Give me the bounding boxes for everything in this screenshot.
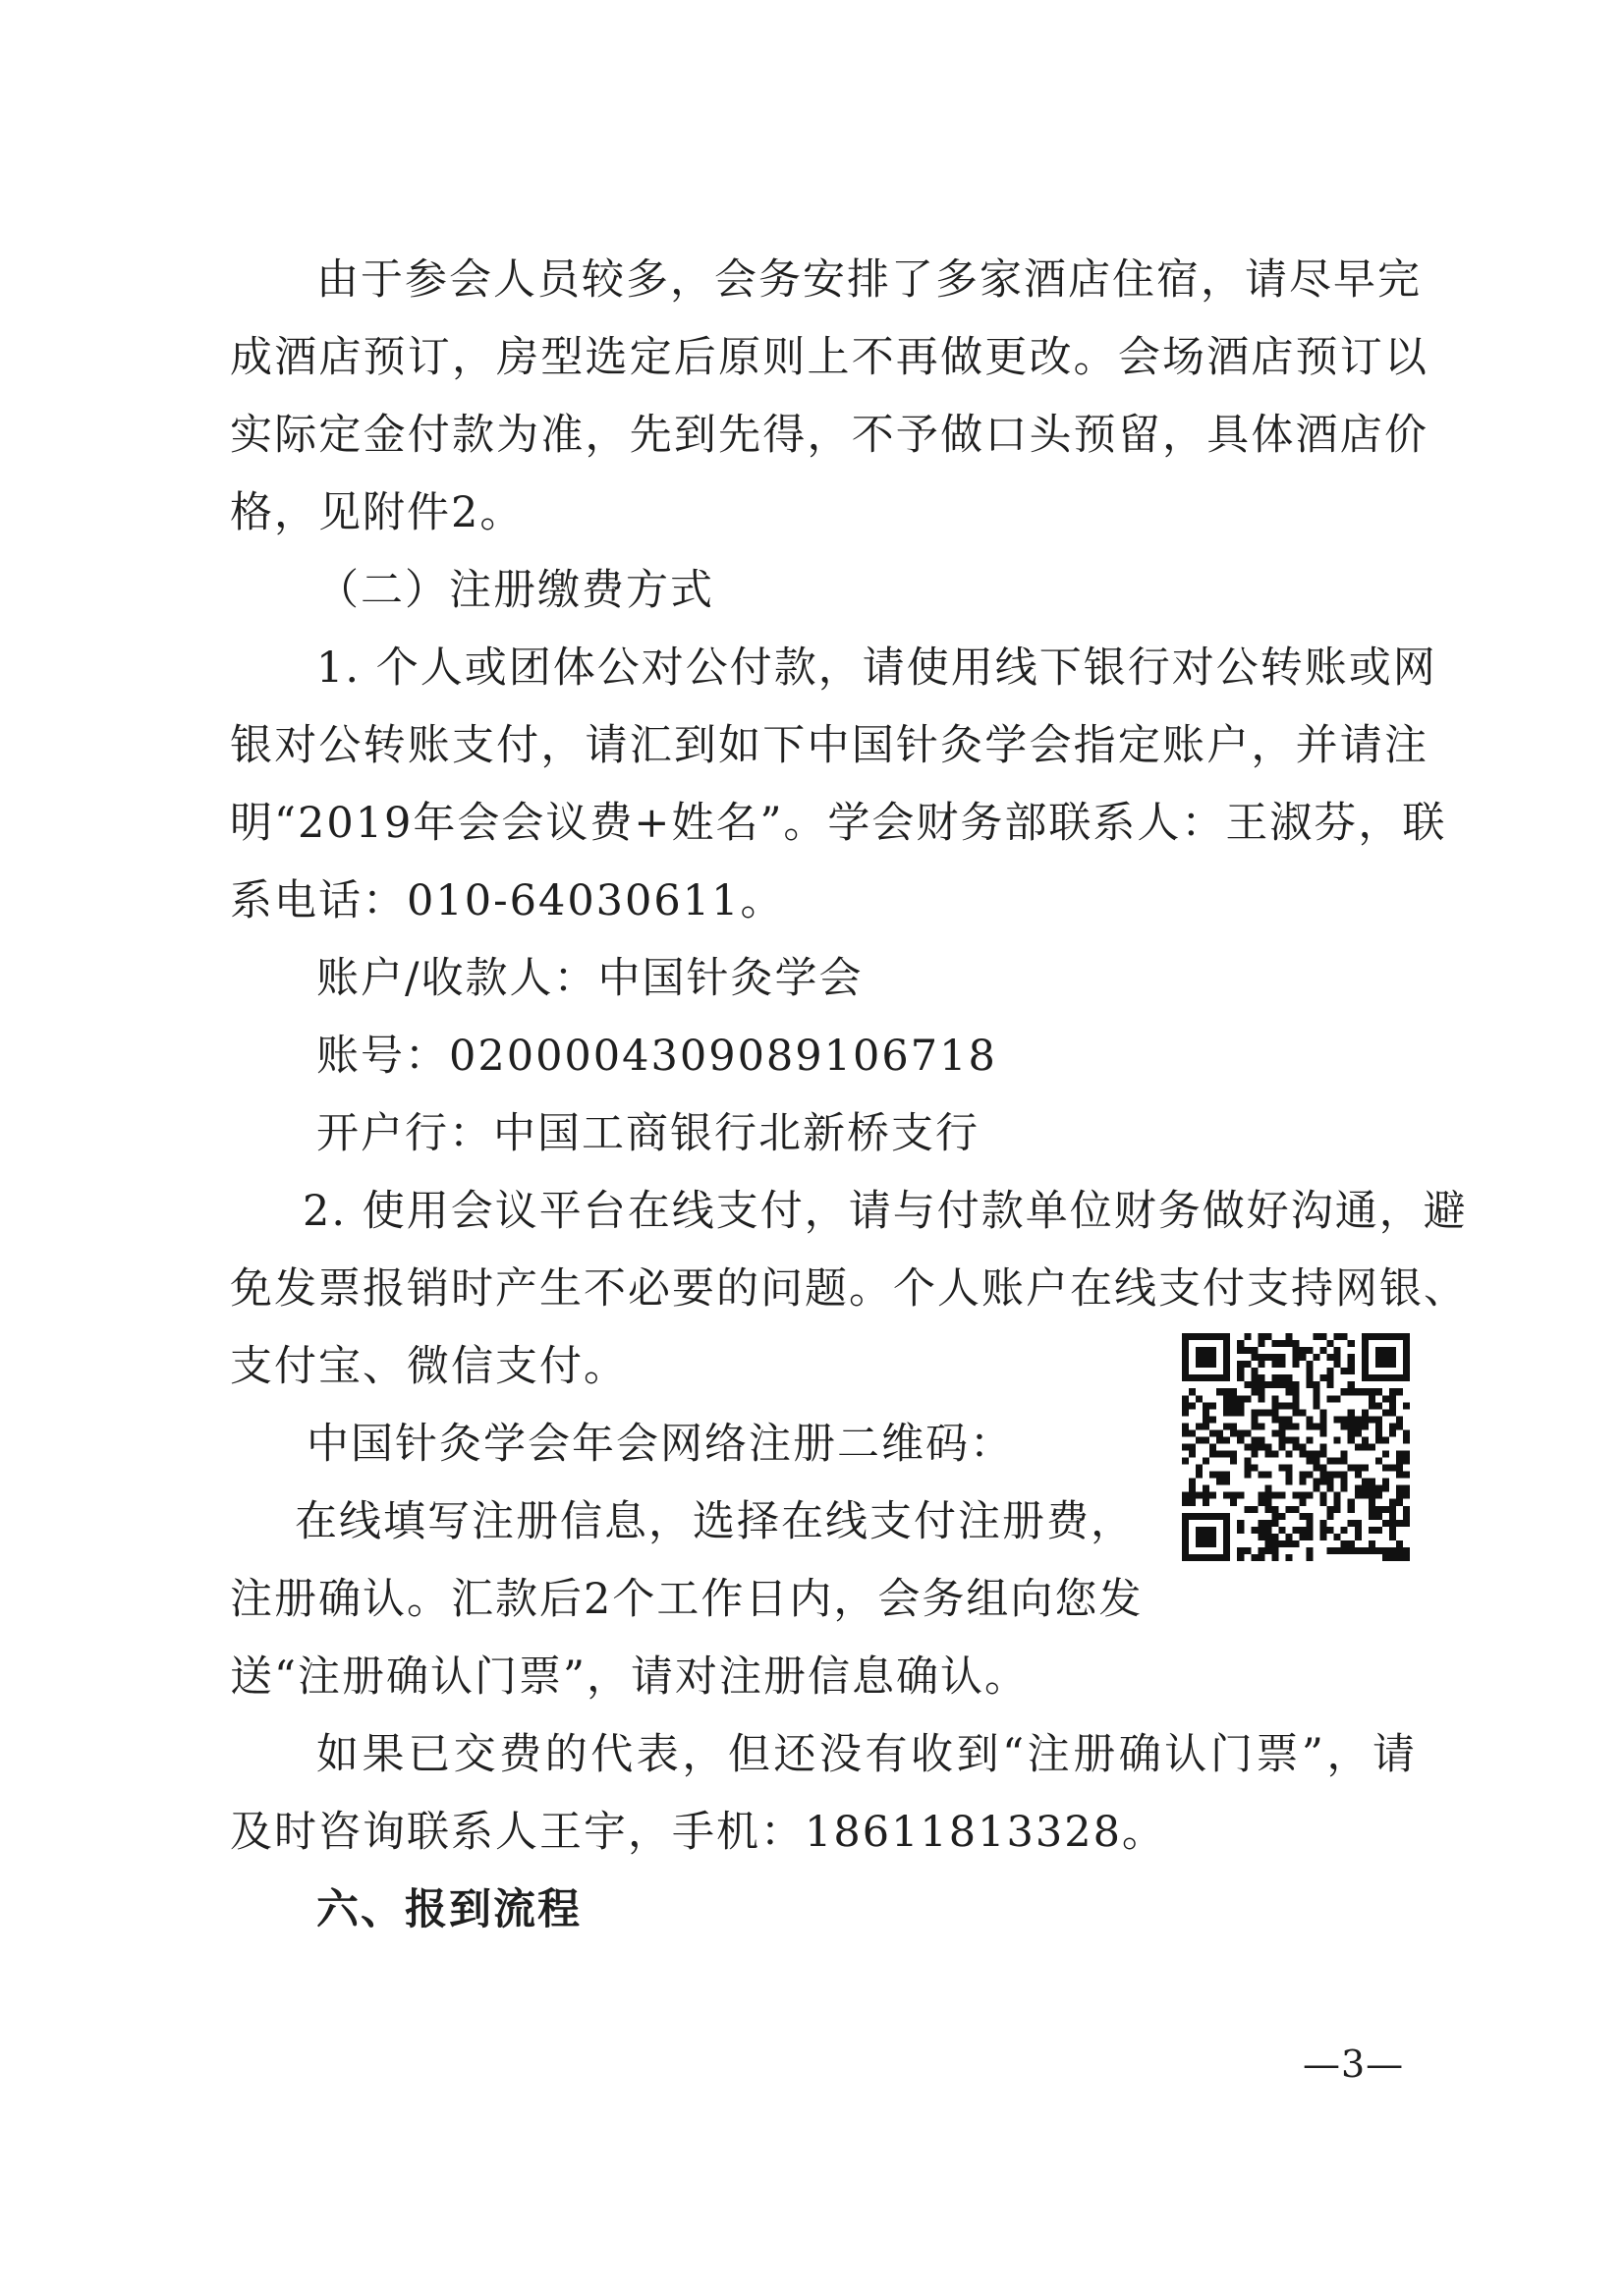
para2-line2: 银对公转账支付，请汇到如下中国针灸学会指定账户，并请注 bbox=[230, 721, 1428, 770]
para4-line3: 送“注册确认门票”，请对注册信息确认。 bbox=[230, 1652, 1029, 1702]
para4-line2: 注册确认。汇款后2个工作日内，会务组向您发 bbox=[230, 1575, 1144, 1624]
para4-line1: 在线填写注册信息，选择在线支付注册费， bbox=[295, 1497, 1135, 1546]
para5-line2: 及时咨询联系人王宇，手机：18611813328。 bbox=[230, 1808, 1166, 1857]
para3-line1: 2. 使用会议平台在线支付，请与付款单位财务做好沟通，避 bbox=[303, 1187, 1468, 1236]
qr-caption: 中国针灸学会年会网络注册二维码： bbox=[307, 1420, 1014, 1469]
para2-line4: 系电话：010-64030611。 bbox=[230, 876, 785, 925]
para1-line1: 由于参会人员较多，会务安排了多家酒店住宿，请尽早完 bbox=[316, 255, 1422, 305]
para2-line1: 1. 个人或团体公对公付款，请使用线下银行对公转账或网 bbox=[316, 644, 1437, 693]
account-payee: 账户/收款人：中国针灸学会 bbox=[316, 954, 864, 1003]
para1-line2: 成酒店预订，房型选定后原则上不再做更改。会场酒店预订以 bbox=[230, 333, 1428, 382]
para1-line3: 实际定金付款为准，先到先得，不予做口头预留，具体酒店价 bbox=[230, 411, 1428, 460]
account-bank: 开户行：中国工商银行北新桥支行 bbox=[316, 1109, 980, 1158]
page-number: —3— bbox=[1303, 2043, 1405, 2086]
para3-line3: 支付宝、微信支付。 bbox=[230, 1342, 628, 1391]
registration-qr-code-icon[interactable] bbox=[1182, 1333, 1410, 1561]
para5-line1: 如果已交费的代表，但还没有收到“注册确认门票”，请 bbox=[316, 1730, 1417, 1779]
account-number: 账号：0200004309089106718 bbox=[316, 1032, 997, 1081]
section-two-title: （二）注册缴费方式 bbox=[316, 566, 714, 615]
section-six-title: 六、报到流程 bbox=[316, 1885, 582, 1934]
para1-line4: 格，见附件2。 bbox=[230, 488, 525, 537]
para3-line2: 免发票报销时产生不必要的问题。个人账户在线支付支持网银、 bbox=[230, 1264, 1468, 1314]
para2-line3: 明“2019年会会议费+姓名”。学会财务部联系人：王淑芬，联 bbox=[230, 799, 1447, 848]
